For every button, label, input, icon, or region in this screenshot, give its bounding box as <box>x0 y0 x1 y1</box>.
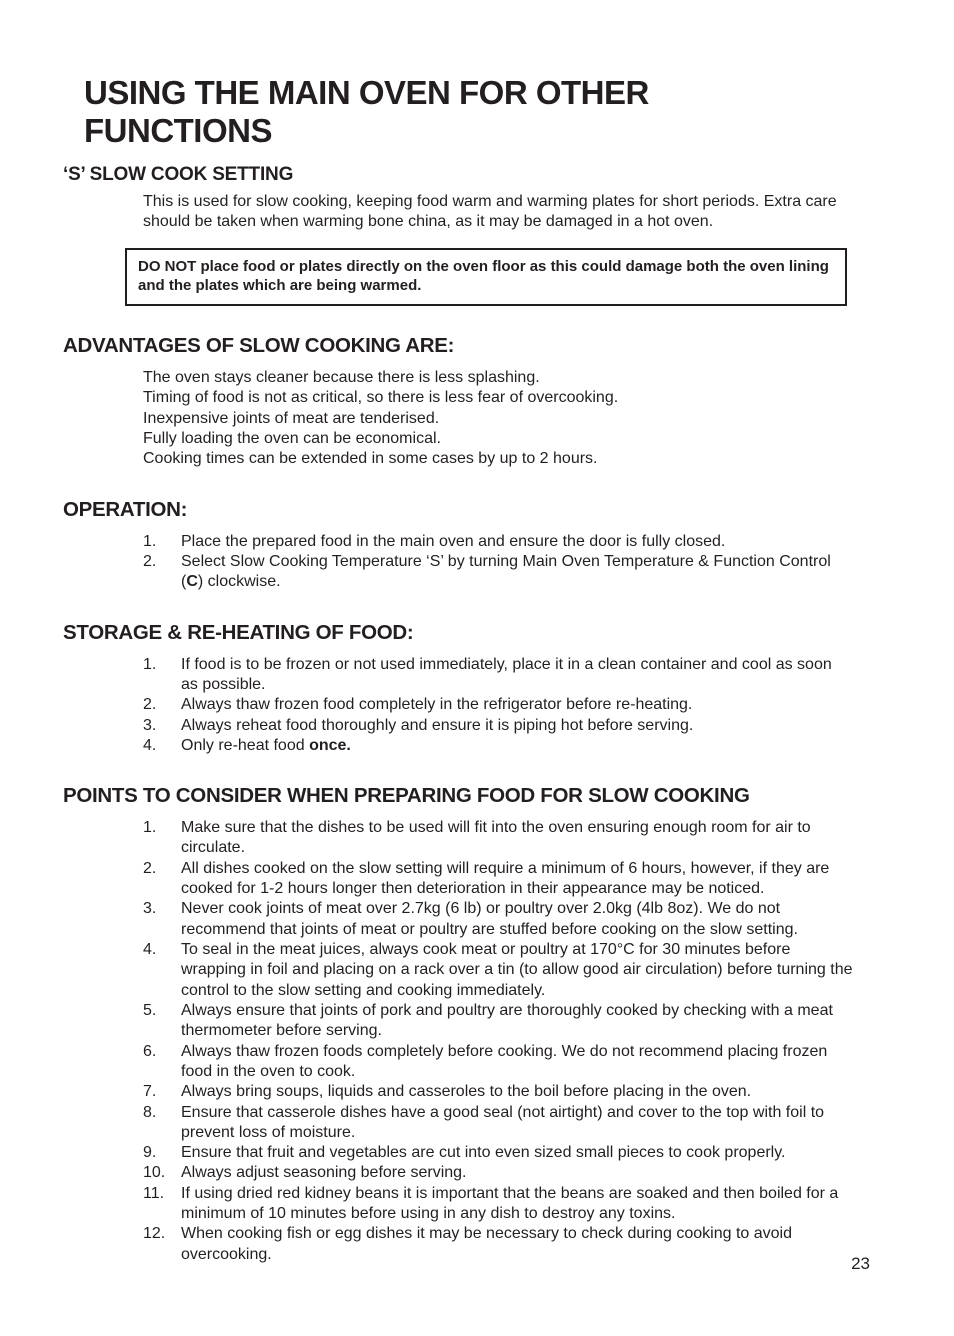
list-item <box>143 1143 954 1163</box>
list-text: Place the prepared food in the main oven and ensure the door is fully closed. <box>181 532 726 550</box>
list-item <box>143 1163 954 1183</box>
list-number: 4. <box>143 941 157 959</box>
list-number: 8. <box>143 1103 157 1121</box>
list-item <box>143 1224 954 1265</box>
list-item <box>143 736 954 756</box>
list-number: 6. <box>143 1042 157 1060</box>
list-text: When cooking fish or egg dishes it may be necessary to check during cooking to avoid overcooking. <box>181 1225 792 1263</box>
list-item: Timing of food is not as critical, so there is less fear of overcooking. <box>143 389 619 407</box>
list-number: 11. <box>143 1184 165 1202</box>
list-number: 2. <box>143 552 157 570</box>
list-item <box>143 859 954 900</box>
list-text-segment: Select Slow Cooking Temperature ‘S’ by turning Main Oven Temperature & Function Control ( <box>181 552 831 591</box>
list-item <box>143 695 954 715</box>
list-item <box>143 1184 954 1225</box>
heading-points: POINTS TO CONSIDER WHEN PREPARING FOOD FOR SLOW COOKING <box>63 784 750 808</box>
list-item <box>143 1001 954 1042</box>
warning-box: DO NOT place food or plates directly on the oven floor as this could damage both the oven lining and the plates which are being warmed. <box>125 248 847 307</box>
list-text-segment: Only re-heat food <box>181 736 310 754</box>
list-text: Always reheat food thoroughly and ensure it is piping hot before serving. <box>181 716 694 734</box>
list-number: 10. <box>143 1164 166 1182</box>
list-text: Ensure that casserole dishes have a good seal (not airtight) and cover to the top with foil to prevent loss of moisture. <box>181 1103 825 1141</box>
list-text: To seal in the meat juices, always cook meat or poultry at 170°C for 30 minutes before wrapping in foil and placing on a rack over a tin (to allow good air circulation) before turning the control to the slow setting and cooking immediately. <box>181 941 853 999</box>
list-item <box>143 716 954 736</box>
list-text: Always thaw frozen foods completely before cooking. We do not recommend placing frozen food in the oven to cook. <box>181 1042 828 1080</box>
list-item <box>143 552 954 593</box>
list-item <box>143 940 954 1001</box>
page-number: 23 <box>851 1254 870 1273</box>
list-number: 1. <box>143 655 157 673</box>
list-item: Inexpensive joints of meat are tenderised. <box>143 409 440 427</box>
list-item <box>143 1103 954 1144</box>
list-number: 2. <box>143 696 157 714</box>
heading-storage: STORAGE & RE-HEATING OF FOOD: <box>63 620 414 644</box>
list-text-bold: once. <box>309 736 351 754</box>
list-text: If food is to be frozen or not used immediately, place it in a clean container and cool as soon as possible. <box>181 655 832 693</box>
list-item: Cooking times can be extended in some cases by up to 2 hours. <box>143 450 598 468</box>
slow-cook-paragraph: This is used for slow cooking, keeping food warm and warming plates for short periods. Extra care should be taken when warming bone china, as it may be damaged in a hot oven. <box>143 192 837 231</box>
list-item <box>143 1082 954 1102</box>
list-number: 9. <box>143 1144 157 1162</box>
list-item: Fully loading the oven can be economical. <box>143 430 441 448</box>
list-number: 3. <box>143 900 157 918</box>
list-number: 4. <box>143 736 157 754</box>
list-text: Always adjust seasoning before serving. <box>181 1164 467 1182</box>
list-text: Make sure that the dishes to be used will fit into the oven ensuring enough room for air to circulate. <box>181 819 811 857</box>
list-text <box>181 736 853 756</box>
list-number: 12. <box>143 1225 166 1243</box>
storage-list <box>143 655 954 757</box>
list-number: 7. <box>143 1083 157 1101</box>
list-item <box>143 655 954 696</box>
list-number: 5. <box>143 1001 157 1019</box>
list-text: Always bring soups, liquids and casseroles to the boil before placing in the oven. <box>181 1083 752 1101</box>
list-number: 1. <box>143 532 157 550</box>
advantages-list <box>143 368 954 470</box>
heading-advantages: ADVANTAGES OF SLOW COOKING ARE: <box>63 334 455 358</box>
points-list <box>143 818 954 1265</box>
list-number: 3. <box>143 716 157 734</box>
list-text: If using dried red kidney beans it is important that the beans are soaked and then boiled for a minimum of 10 minutes before using in any dish to destroy any toxins. <box>181 1184 839 1223</box>
list-item <box>143 532 954 552</box>
list-text: All dishes cooked on the slow setting will require a minimum of 6 hours, however, if they are cooked for 1-2 hours longer then deterioration in their appearance may be noticed. <box>181 859 830 898</box>
list-item <box>143 899 954 940</box>
list-text: Always thaw frozen food completely in the refrigerator before re-heating. <box>181 696 693 714</box>
list-text: Ensure that fruit and vegetables are cut into even sized small pieces to cook properly. <box>181 1144 786 1162</box>
heading-slow-cook-setting: ‘S’ SLOW COOK SETTING <box>63 163 294 185</box>
list-text <box>181 552 853 593</box>
list-text: Never cook joints of meat over 2.7kg (6 lb) or poultry over 2.0kg (4lb 8oz). We do not recommend that joints of meat or poultry are stuffed before cooking on the slow setting. <box>181 900 798 938</box>
list-item: The oven stays cleaner because there is less splashing. <box>143 369 540 387</box>
list-number: 2. <box>143 859 157 877</box>
list-text: Always ensure that joints of pork and poultry are thoroughly cooked by checking with a meat thermometer before serving. <box>181 1001 833 1040</box>
page-title: USING THE MAIN OVEN FOR OTHER FUNCTIONS <box>84 74 649 149</box>
list-item <box>143 818 954 859</box>
operation-list <box>143 532 954 593</box>
list-number: 1. <box>143 819 157 837</box>
list-text-bold: C <box>186 573 198 591</box>
heading-operation: OPERATION: <box>63 497 188 521</box>
list-item <box>143 1042 954 1083</box>
list-text-segment: ) clockwise. <box>197 573 281 591</box>
